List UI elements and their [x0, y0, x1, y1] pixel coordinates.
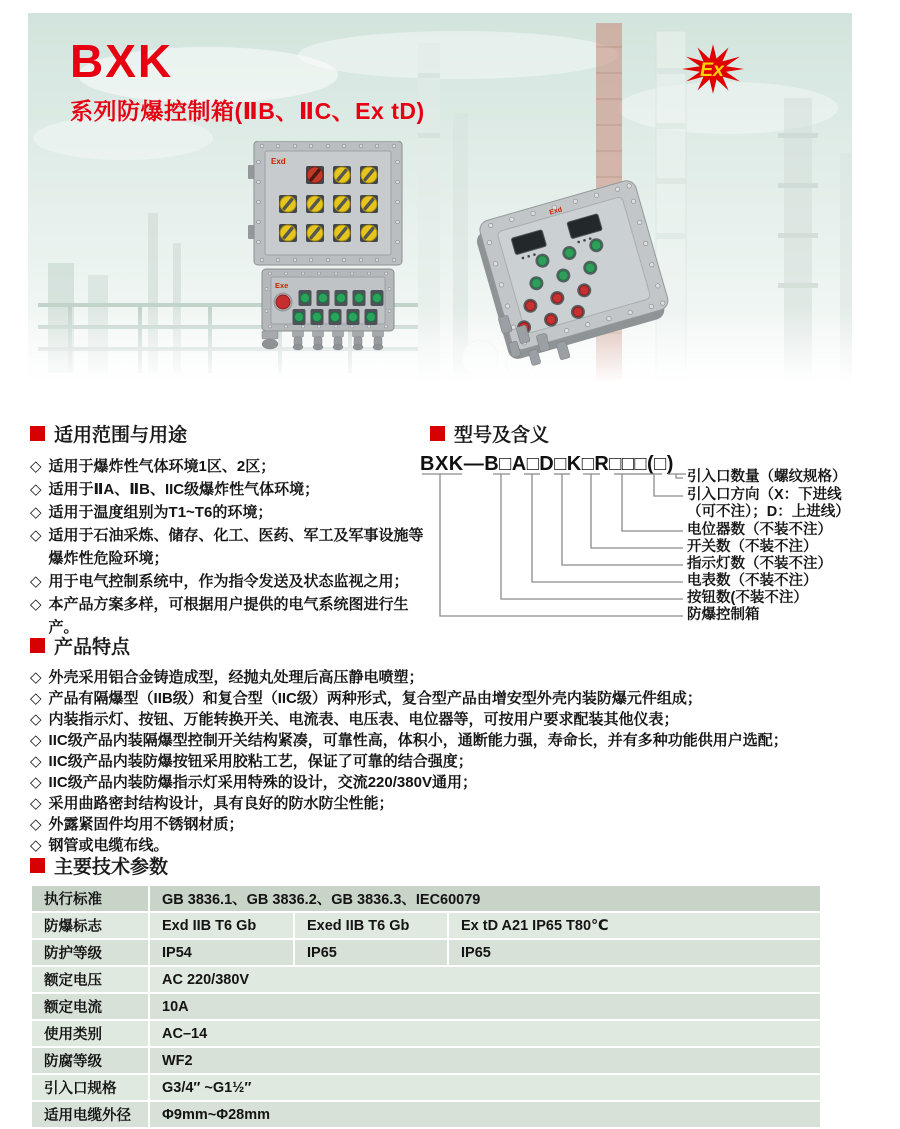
list-item — [30, 772, 888, 793]
features-heading-text: 产品特点 — [54, 637, 131, 658]
list-item-text: 外壳采用铝合金铸造成型，经抛丸处理后高压静电喷塑； — [48, 669, 424, 686]
model-label-switches: 开关数（不装不注） — [687, 539, 818, 555]
row-label-cell: 使用类别 — [32, 1021, 148, 1046]
list-item — [30, 478, 428, 501]
product-photo-left — [248, 141, 408, 356]
list-item — [30, 455, 428, 478]
table-row — [32, 994, 820, 1019]
features-list — [30, 667, 888, 856]
list-item — [30, 501, 428, 524]
row-value-cell: WF2 — [150, 1048, 820, 1073]
list-item-text: 适用于ⅡA、ⅡB、IIC级爆炸性气体环境； — [48, 481, 320, 498]
list-item-text: 适用于温度组别为T1~T6的环境； — [48, 504, 273, 521]
params-heading — [30, 852, 822, 879]
params-table — [30, 884, 822, 1129]
row-value-cell: AC–14 — [150, 1021, 820, 1046]
section-params — [30, 852, 822, 1129]
diamond-bullet-icon: ◇ — [30, 711, 42, 728]
diamond-bullet-icon: ◇ — [30, 573, 42, 590]
model-diagram — [420, 453, 886, 645]
list-item-text: 内装指示灯、按钮、万能转换开关、电流表、电压表、电位器等，可按用户要求配装其他仪表； — [48, 711, 679, 728]
list-item-text: 产品有隔爆型（IIB级）和复合型（IIC级）两种形式，复合型产品由增安型外壳内装防爆元件组成； — [48, 690, 702, 707]
diamond-bullet-icon: ◇ — [30, 669, 42, 686]
model-label-inlet-direction-2: （可不注）；D：上进线） — [687, 504, 850, 520]
diamond-bullet-icon: ◇ — [30, 458, 42, 475]
list-item-text: 适用于石油采炼、储存、化工、医药、军工及军事设施等爆炸性危险环境； — [48, 527, 424, 567]
row-value-cell: GB 3836.1、GB 3836.2、GB 3836.3、IEC60079 — [150, 886, 820, 911]
row-value-cell: 10A — [150, 994, 820, 1019]
model-label-pushbuttons: 按钮数(不装不注） — [687, 590, 808, 606]
list-item-text: 本产品方案多样，可根据用户提供的电气系统图进行生产。 — [48, 596, 409, 636]
model-label-meters: 电表数（不装不注） — [687, 573, 818, 589]
model-code: BXK—B□A□D□K□R□□□(□) — [420, 453, 674, 475]
exe-marking: Exe — [275, 281, 289, 290]
model-label-potentiometers: 电位器数（不装不注） — [687, 522, 832, 538]
page-subtitle: 系列防爆控制箱(ⅡB、ⅡC、Ex tD) — [70, 98, 425, 124]
row-label-cell: 防腐等级 — [32, 1048, 148, 1073]
hero-banner — [28, 13, 852, 380]
table-row — [32, 1102, 820, 1127]
list-item — [30, 793, 888, 814]
list-item-text: 采用曲路密封结构设计，具有良好的防水防尘性能； — [48, 795, 394, 812]
row-label-cell: 额定电压 — [32, 967, 148, 992]
list-item — [30, 667, 888, 688]
table-row — [32, 967, 820, 992]
model-label-indicator-lamps: 指示灯数（不装不注） — [687, 556, 832, 572]
diamond-bullet-icon: ◇ — [30, 753, 42, 770]
diamond-bullet-icon: ◇ — [30, 795, 42, 812]
list-item-text: IIC级产品内装隔爆型控制开关结构紧凑，可靠性高，体积小，通断能力强，寿命长，并有多种功能供用户选配； — [48, 732, 788, 749]
list-item-text: 外露紧固件均用不锈钢材质； — [48, 816, 244, 833]
table-row — [32, 1048, 820, 1073]
row-label-cell: 防护等级 — [32, 940, 148, 965]
model-label-product-name: 防爆控制箱 — [687, 607, 760, 623]
list-item — [30, 688, 888, 709]
section-scope — [30, 420, 428, 639]
row-label-cell: 适用电缆外径 — [32, 1102, 148, 1127]
scope-heading-text: 适用范围与用途 — [54, 425, 188, 446]
list-item — [30, 709, 888, 730]
list-item — [30, 570, 428, 593]
diamond-bullet-icon: ◇ — [30, 816, 42, 833]
table-row — [32, 1021, 820, 1046]
ex-certification-badge — [682, 43, 744, 95]
scope-list — [30, 455, 428, 639]
exd-marking: Exd — [548, 206, 563, 217]
diamond-bullet-icon: ◇ — [30, 504, 42, 521]
exd-marking: Exd — [271, 157, 286, 166]
ex-badge-label: Ex — [699, 59, 724, 82]
section-marker — [430, 426, 445, 441]
diamond-bullet-icon: ◇ — [30, 527, 42, 544]
row-label-cell: 引入口规格 — [32, 1075, 148, 1100]
row-value-cell: IP65 — [449, 940, 820, 965]
section-marker — [30, 638, 45, 653]
brand-block — [70, 35, 425, 126]
section-marker — [30, 426, 45, 441]
table-row — [32, 886, 820, 911]
list-item — [30, 524, 428, 570]
section-features — [30, 632, 888, 856]
cable-glands — [262, 331, 384, 350]
row-value-cell: Exd IIB T6 Gb — [150, 913, 293, 938]
hero-bottom-fade — [28, 308, 852, 380]
row-value-cell: Φ9mm~Φ28mm — [150, 1102, 820, 1127]
product-photo-right — [458, 170, 678, 370]
diamond-bullet-icon: ◇ — [30, 774, 42, 791]
diamond-bullet-icon: ◇ — [30, 690, 42, 707]
list-item — [30, 814, 888, 835]
row-value-cell: AC 220/380V — [150, 967, 820, 992]
row-label-cell: 执行标准 — [32, 886, 148, 911]
red-indicator-lamp — [274, 293, 292, 311]
model-label-inlet-count: 引入口数量（螺纹规格） — [687, 469, 847, 485]
list-item — [30, 730, 888, 751]
row-label-cell: 防爆标志 — [32, 913, 148, 938]
model-label-inlet-direction: 引入口方向（X：下进线 — [687, 487, 842, 503]
model-heading — [430, 420, 886, 447]
diamond-bullet-icon: ◇ — [30, 732, 42, 749]
rotary-switch-red — [306, 166, 324, 184]
params-heading-text: 主要技术参数 — [54, 857, 169, 878]
row-value-cell: IP65 — [295, 940, 447, 965]
row-value-cell: G3/4″ ~G1½″ — [150, 1075, 820, 1100]
diamond-bullet-icon: ◇ — [30, 837, 42, 854]
row-value-cell: IP54 — [150, 940, 293, 965]
row-value-cell: Exed IIB T6 Gb — [295, 913, 447, 938]
diamond-bullet-icon: ◇ — [30, 596, 42, 613]
section-model — [420, 420, 886, 645]
section-marker — [30, 858, 45, 873]
list-item-text: IIC级产品内装防爆按钮采用胶粘工艺，保证了可靠的结合强度； — [48, 753, 473, 770]
list-item — [30, 751, 888, 772]
diamond-bullet-icon: ◇ — [30, 481, 42, 498]
table-row — [32, 913, 820, 938]
row-label-cell: 额定电流 — [32, 994, 148, 1019]
page-title: BXK — [70, 35, 174, 87]
list-item-text: 用于电气控制系统中，作为指令发送及状态监视之用； — [48, 573, 409, 590]
model-heading-text: 型号及含义 — [454, 425, 550, 446]
features-heading — [30, 632, 888, 659]
list-item-text: 钢管或电缆布线。 — [48, 837, 169, 854]
scope-heading — [30, 420, 428, 447]
table-row — [32, 940, 820, 965]
row-value-cell: Ex tD A21 IP65 T80℃ — [449, 913, 820, 938]
list-item-text: IIC级产品内装防爆指示灯采用特殊的设计，交流220/380V通用； — [48, 774, 477, 791]
list-item-text: 适用于爆炸性气体环境1区、2区； — [48, 458, 276, 475]
table-row — [32, 1075, 820, 1100]
